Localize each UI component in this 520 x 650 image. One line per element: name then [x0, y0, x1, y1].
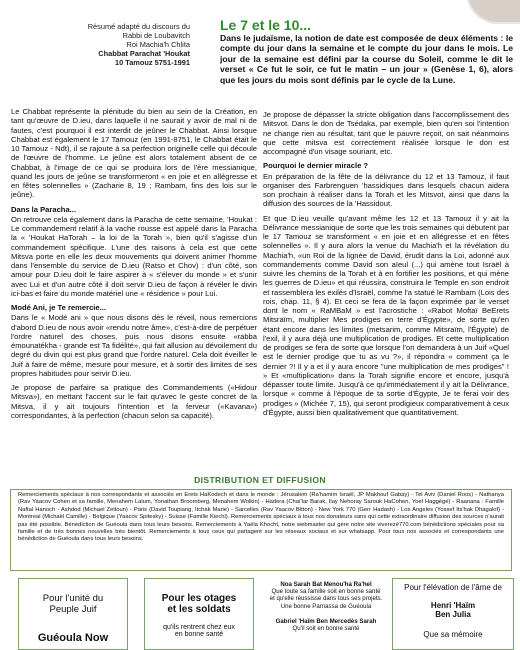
- box-line: en bonne santé: [174, 631, 224, 638]
- box-line: Une bonne Parnassa de Guéoula: [280, 602, 372, 610]
- attribution-line: Résumé adapté du discours du: [87, 22, 190, 31]
- section-heading: Dans la Paracha...: [11, 204, 77, 214]
- dedication-box-hostages: [144, 578, 254, 650]
- paragraph: On retrouve cela également dans la Paracha de cette semaine, 'Houkat : Le commandement relatif à la vache rousse est appelé dans la Paracha la « 'Houkat HaTorah – la loi de la Torah », bien qu'il s'agisse d'un commandement spécifique. L'une des raisons à cela est que cette Mitsva porte en elle les deux mouvements qui doivent animer l'homme dans l'ensemble du service de D.ieu (Ratso et Chov) : d'un côté, son amour pour D.ieu doit le faire aspirer à « s'élever du monde » et s'unir avec Lui et d'un autre côté il doit servir D.ieu de façon à révéler le divin ici-bas et faire du monde matériel une « résidence » pour Lui.: [11, 214, 257, 298]
- intro-paragraph: Dans le judaïsme, la notion de date est composée de deux éléments : le compte du jour dans la semaine et le compte du jour dans le mois. Le jour de la semaine est défini par la course du Soleil, comme le dit le verset « Ce fut le soir, ce fut le matin – un jour » (Genèse 1, 6), alors que les jours du mois sont définis par le cycle de la Lune.: [220, 33, 513, 85]
- portrait-image: [466, 0, 520, 24]
- paragraph: Dans le « Modé ani » que nous disons dès le réveil, nous remercions d'abord D.ieu de nous avoir «rendu notre âme», c'est-à-dire de perpétuer l'ordre naturel des choses, puis nous disons ensuite «rabba émounatékha - grande est Ta fidélité», qui fait allusion au dévoilement du degré du divin qui est plus grand que l'ordre naturel. Cela doit éveiller le Juif à faire de même, mesure pour mesure, et à sortir des limites de ses propres habitudes pour servir D.ieu.: [11, 313, 257, 378]
- box-name: Gabriel 'Haïm Ben Mercedès Sarah: [275, 617, 377, 625]
- section-heading: Pourquoi le dernier miracle ?: [263, 161, 369, 171]
- box-line: Qu'il soit en bonne santé: [292, 625, 360, 633]
- attribution-line: Rabbi de Loubavitch: [122, 31, 190, 40]
- box-line: qu'ils rentrent chez eux: [163, 624, 235, 631]
- article-title: Le 7 et le 10...: [220, 17, 312, 33]
- box-line: et les soldats: [167, 604, 231, 615]
- paragraph: Et que D.ieu veuille qu'avant même les 12 et 13 Tamouz il y ait la Délivrance messianique de sorte que les trois semaines qui débutent par le 17 Tamouz se transforment « en joie et en allégresse et en fêtes solennelles ». Il y aura alors la venue du Machia'h et la révélation du Machia'h, «un Roi de la lignée de David, érudit dans la Loi, adonné aux commandements comme David son aïeul (...) qui amène tout Israël à suivre les chemins de la Torah et à en fortifier les positions, et qui mène les guerres de D.ieu» et qui réussira, construira le Temple en son endroit et rassemblera les exilés d'Israël, comme l'a statué le Rambam (Lois des rois, chap. 11, § 4). Et ceci se fera de la façon exprimée par le verset dont le nom « RaMBaM » est l'acrostiche : «Rabot Moftaï BeErets Mitsraïm, multiplier Mes prodiges en terre d'Égypte», de sorte qu'en étant encore dans les limites (metsarim, comme Mitsraïm, l'Égypte) de l'exil, il y aura déjà une multiplication de prodiges. Et cette multiplication de prodiges se fera de sorte que lorsque l'on demandera à un Juif «Quel est le dernier prodige que tu as vu ?», il répondra « comment ça le dernier ?! Il y a et il y aura encore "une multiplication de mes prodiges" ! » Et «multiplication» dans la Torah signifie encore et encore, jusqu'à dépasser toute limite. Jusqu'à ce qu'immédiatement il y ait la Délivrance, lorsque « comme à l'époque de ta sortie d'Égypte, Je te ferai voir des prodiges » (Michée 7, 15), qui seront prodigieux comparativement à ceux d'Égypte, aussi bien qualitativement que quantitativement.: [263, 213, 509, 417]
- box-line: Que toute sa famille soit en bonne santé: [271, 588, 381, 596]
- box-name: Henri 'Haïm: [430, 601, 476, 610]
- paragraph: Je propose de parfaire sa pratique des Commandements («Hidour Mitsva»), en mettant l'accent sur le fait qu'avec le geste concret de la Mitsva, il y ait toujours l'intention et la ferveur («Kavana») correspondantes, à la perfection (chacun selon sa capacité).: [11, 383, 257, 420]
- box-name: Noa Sarah Bat Menou'ha Ra'hel: [280, 581, 372, 588]
- paragraph: Le Chabbat représente la plénitude du bien au sein de la Création, en tant qu'œuvre de D.ieu, dans laquelle il ne saurait y avoir de mal ni de fautes, c'est pourquoi il est interdit de jeûner le Chabbat. Ainsi lorsque Chabbat est également le 17 Tamouz (en 1991-8751, le Chabbat était le 10 Tamouz - Ndt), il se rajoute à sa perfection originelle celle qui découle de l'œuvre de l'homme. Le jeûne est alors totalement absent de ce Chabbat, à l'image de ce qui se produira lors de l'ère messianique, quand les jours de jeûne se transformeront « en joie et en allégresse et en fêtes solennelles » (Zacharie 8, 19 ; Rambam, fins des lois sur le jeûne).: [11, 107, 257, 200]
- distribution-text: Remerciements spéciaux à nos correspondants et associés en Erets HaKodech et dans le monde : Jérusalem (Ra'hamim Israël, JP Makhouf Gabay) - Tel Aviv (Daniel Roos) - Nathanya (Rav Yaacov Cohen et sa famille, Menahem Lalum, Yonathan Broomberg, Menahem Wolkin) - Hadera (Chaï'lar Barak, Ilay Nehoray Sarouk HaCohen, Yoel Haggégé) - Raanana : Famille Naftal Hanoch - Ashdod (Michael Zeitoun) - Paris (David Toupiang, Itchak Marie) - Sarcelles (Rav Yaacov Bitton) - New York 770 (Gerr Hadash) - Los Angeles (Yossef Its'hak Dhagalof) - Montreal (Michaël Camille) - Belgique (Yaacov Spitesky) - Suisse (Famille Kiechl). Remerciements spéciaux à tous nos donateurs sans qui cette extraordinaire diffusion des sources n'aurait pas été possible. Bénédiction de Guéoula dans tous leurs besoins. Remerciements à Yaëla Khocht, notre webmaster qui gère notre site viverezé770.com bénédictions spéciales pour sa famille et de très bonnes nouvelles très bientôt. Remerciements à tous ceux qui partagent sur les réseaux sociaux et sur whatsapp. Pour tous nos associés et correspondants une bénédiction de Guéoula dans tous leurs besoins.: [18, 492, 504, 543]
- dedication-box-memorial: [392, 578, 514, 650]
- dedication-box-blessings: [262, 578, 390, 648]
- paragraph: Je propose de dépasser la stricte obligation dans l'accomplissement des Mitsvot. Dans le don de Tsédaka, par exemple, bien qu'en soi l'intention ne change rien au résultat, tant que le pauvre reçoit, on sait néanmoins que cette mitsva est correctement réalisée lorsque le don est accompagné d'un visage souriant, etc.: [263, 110, 509, 156]
- box-line: Peuple Juif: [49, 604, 97, 615]
- box-line: Pour les otages: [161, 593, 237, 604]
- section-heading: Modé Ani, je Te remercie...: [11, 303, 106, 312]
- text-column-left: [11, 107, 257, 425]
- box-line: Pour l'unité du: [42, 593, 104, 604]
- attribution-line: Roi Machia'h Chlita: [126, 40, 190, 49]
- distribution-title: DISTRIBUTION ET DIFFUSION: [194, 475, 326, 485]
- box-line: et qu'elle réussisse dans tous ses projets.: [269, 595, 383, 603]
- box-line: Que sa mémoire: [423, 630, 483, 639]
- text-column-right: [263, 110, 509, 422]
- attribution-line: Chabbat Parachat 'Houkat: [98, 49, 190, 58]
- box-line: Guéoula Now: [37, 632, 109, 644]
- paragraph: En préparation de la fête de la délivrance du 12 et 13 Tamouz, il faut organiser des Farbrenguen 'hassidiques dans lesquels chacun aidera son prochain à réaliser dans la Torah et les Mitsvot, ainsi que dans la diffusion des sources de la 'Hassidout.: [263, 171, 509, 209]
- source-attribution: [10, 22, 190, 67]
- box-name: Ben Julia: [435, 610, 471, 619]
- dedication-box-unity: [18, 578, 128, 650]
- attribution-line: 10 Tamouz 5751-1991: [114, 58, 190, 67]
- box-line: Pour l'élévation de l'âme de: [404, 583, 502, 592]
